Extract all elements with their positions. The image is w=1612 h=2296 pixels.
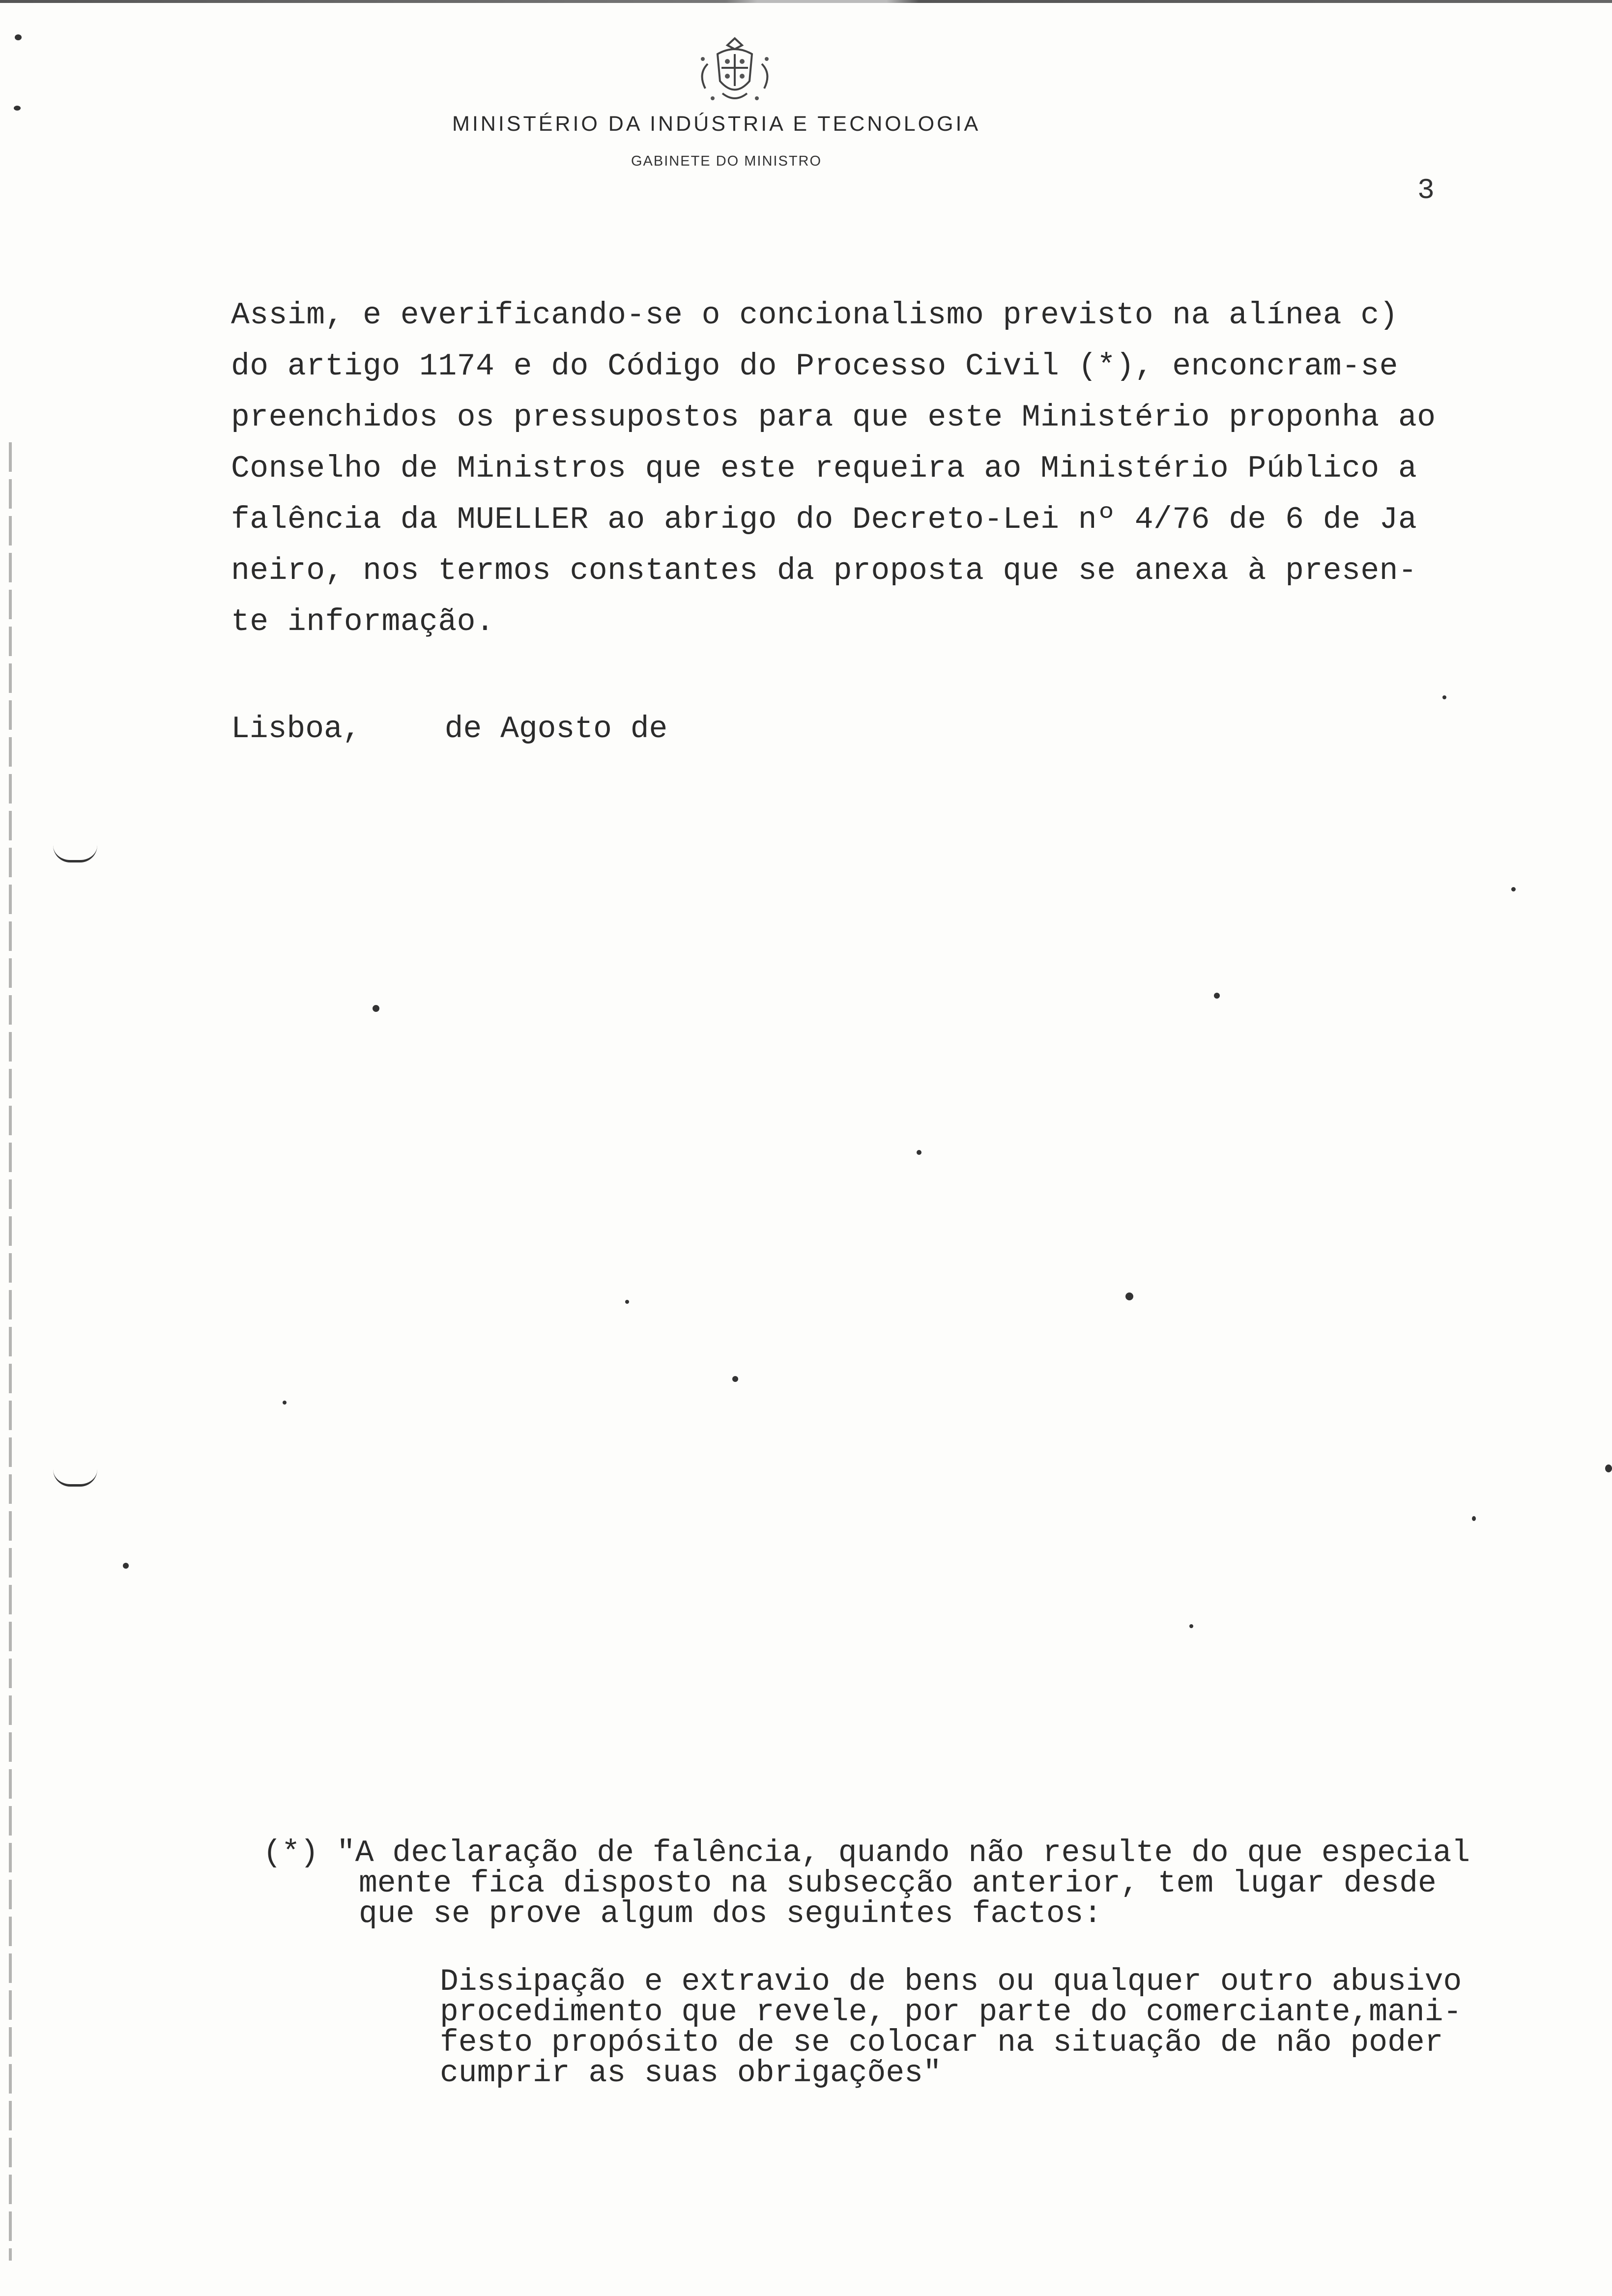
- closing-date: de Agosto de: [444, 712, 668, 746]
- scan-speck: [1511, 887, 1516, 891]
- scan-top-edge: [0, 0, 1612, 3]
- body-line: Assim, e everificando-se o concionalismo previsto na alínea c): [231, 298, 1398, 333]
- scan-speck: [15, 34, 22, 40]
- scan-speck: [373, 1005, 379, 1012]
- body-line: neiro, nos termos constantes da proposta que se anexa à presen-: [231, 553, 1417, 588]
- closing-line: [231, 712, 667, 746]
- scan-speck: [917, 1150, 921, 1155]
- scan-speck: [625, 1300, 629, 1304]
- body-paragraph: [231, 290, 1436, 648]
- footnote-line: "A declaração de falência, quando não resulte do que especial: [337, 1836, 1470, 1870]
- closing-place: Lisboa,: [231, 712, 361, 746]
- coat-of-arms-icon: [688, 34, 781, 108]
- footnote-quote: [440, 1964, 1462, 2091]
- scan-speck: [1214, 993, 1220, 999]
- scan-speck: [1125, 1292, 1133, 1300]
- footnote-quote-line: festo propósito de se colocar na situação de não poder: [440, 2025, 1443, 2060]
- footnote-quote-line: cumprir as suas obrigações": [440, 2056, 942, 2091]
- footnote-line: mente fica disposto na subsecção anterior, tem lugar desde: [359, 1866, 1437, 1901]
- ministry-title: MINISTÉRIO DA INDÚSTRIA E TECNOLOGIA: [452, 112, 981, 136]
- punch-hole-mark: [53, 845, 97, 862]
- footnote-marker: (*): [263, 1836, 319, 1870]
- scan-speck: [732, 1376, 738, 1382]
- footnote-text: [337, 1838, 1470, 1929]
- body-line: Conselho de Ministros que este requeira ao Ministério Público a: [231, 451, 1417, 486]
- scan-speck: [1605, 1464, 1612, 1472]
- body-line: falência da MUELLER ao abrigo do Decreto-Lei nº 4/76 de 6 de Ja: [231, 502, 1417, 537]
- footnote-quote-line: Dissipação e extravio de bens ou qualquer outro abusivo: [440, 1964, 1462, 1999]
- scan-speck: [14, 106, 21, 111]
- body-line: do artigo 1174 e do Código do Processo Civil (*), enconcram-se: [231, 349, 1398, 384]
- page-number: 3: [1417, 175, 1435, 207]
- scan-speck: [1189, 1624, 1193, 1628]
- scan-speck: [123, 1563, 129, 1569]
- footnote-line: que se prove algum dos seguintes factos:: [359, 1896, 1102, 1931]
- punch-hole-mark: [53, 1469, 97, 1487]
- scan-left-edge: [9, 442, 12, 2261]
- scan-speck: [283, 1401, 287, 1405]
- body-line: preenchidos os pressupostos para que este Ministério proponha ao: [231, 400, 1436, 435]
- footnote-quote-line: procedimento que revele, por parte do comerciante,mani-: [440, 1995, 1462, 2030]
- cabinet-subtitle: GABINETE DO MINISTRO: [631, 153, 822, 169]
- scan-speck: [1442, 695, 1446, 699]
- body-line: te informação.: [231, 604, 495, 639]
- scan-speck: [1472, 1516, 1476, 1521]
